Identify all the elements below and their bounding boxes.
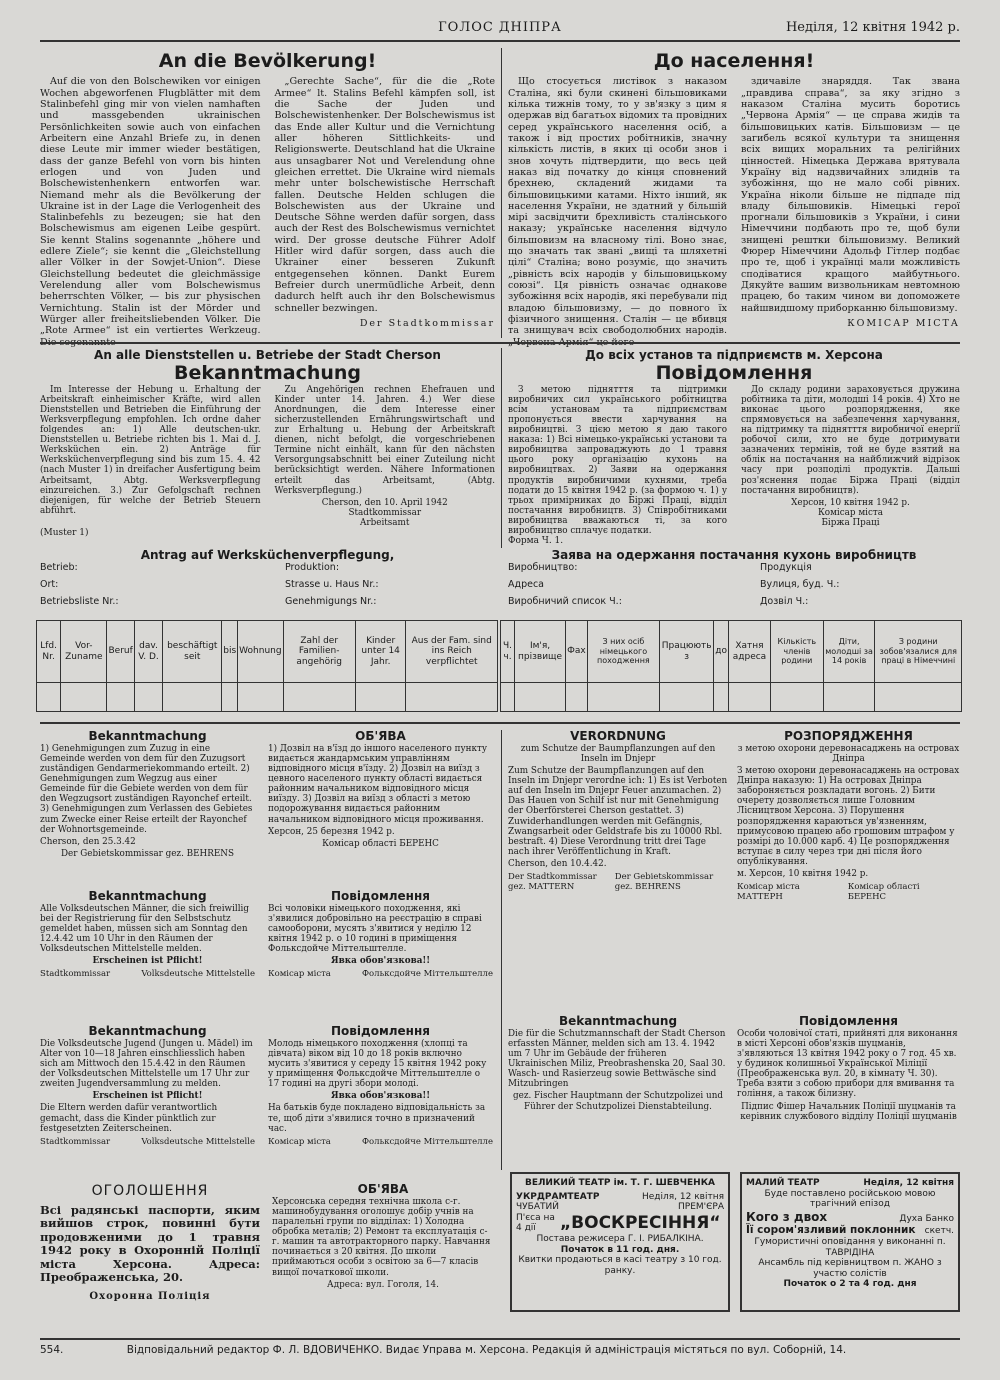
appeal-ua-signature: КОМІСАР МІСТА (847, 317, 960, 329)
ad-great-theatre: ВЕЛИКИЙ ТЕАТР ім. Т. Г. ШЕВЧЕНКА УКРДРАМТЕАТР Неділя, 12 квітня ЧУБАТИЙ ПРЕМ'ЄРА П'єса на 4 дії „ВОСКРЕСІННЯ“ Постава режисера Г. І. РИБАЛКІНА. Початок в 11 год. дня. Квитки продаються в касі театру з 10 год. ранку. (510, 1172, 730, 1312)
notice-youth-ua: Повідомлення Молодь німецького походження (хлопці та дівчата) віком від 10 до 18 років включно мусить з'явитися у середу 15 квітня 1942 року у приміщення Фольксдойче Міттельштелле о 17 годині на другі збори молоді. Явка обов'язкова!! На батьків буде покладено відповідальність за те, щоб діти з'явилися точно в призначений час. Комісар міста Фольксдойче Міттельштелле (268, 1024, 493, 1147)
imprint: Відповідальний редактор Ф. Л. ВДОВИЧЕНКО. Видає Управа м. Херсона. Редакція й адміністрація містяться по вул. Соборній, 14. (126, 1344, 847, 1356)
form-ua-title: Заява на одержання постачання кухонь виробництв (551, 548, 917, 562)
form-ua-table: Ч. ч. Ім'я, прізвище Фах З них осіб німецького походження Працюють з до Хатня адреса Кількість членів родини Діти, молодші за 14 років З родини зобов'язалися для праці в Німеччині (500, 620, 962, 712)
notice-police-de: Bekanntmachung Die für die Schutzmannschaft der Stadt Cherson erfassten Männer, melden sich am 13. 4. 1942 um 7 Uhr im Gebäude der früheren Ukrainischen Miliz, Preobrashenska 20, Saal 30. Wasch- und Rasierzeug sowie Bettwäsche sind Mitzubringen gez. Fischer Hauptmann der Schutzpolizei und Führer der Schutzpolizei Dienstabteilung. (508, 1014, 726, 1112)
notice-selfdefense-de: Bekanntmachung Alle Volksdeutschen Männer, die sich freiwillig bei der Registrierung für den Selbstschutz gemeldet haben, müssen sich am Sonntag den 12.4.42 um 10 Uhr in den Räumen der Volksdeutschen Mittelstelle melden. Erscheinen ist Pflicht! Stadtkommissar Volksdeutsche Mittelstelle (40, 889, 255, 980)
decree-islands-de: VERORDNUNG zum Schutze der Baumpflanzungen auf den Inseln im Dnjepr Zum Schutze der Baumpflanzungen auf den Inseln im Dnjepr verordne ich: 1) Es ist Verboten auf den Inseln im Dnjepr Feuer anzumachen. 2) Das Hauen von Schilf ist nur mit Genehmigung der Oberförsterei Cherson gestattet. 3) Zuwiderhandlungen werden mit Gefängnis, Zwangsarbeit oder Geldstrafe bis zu 10000 Rbl. bestraft. 4) Diese Verordnung tritt drei Tage nach ihrer Veröffentlichung in Kraft. Cherson, den 10.4.42. Der Stadtkommissar gez. MATTERN Der Gebietskommissar gez. BEHRENS (508, 729, 728, 892)
notice-selfdefense-ua: Повідомлення Всі чоловіки німецького походження, які з'явилися добровільно на реєстрацію в справі самооборони, мусять з'явитися у неділю 12 квітня 1942 р. о 10 годині в приміщення Фольксдойче Міттельштелле. Явка обов'язкова!! Комісар міста Фольксдойче Міттельштелле (268, 889, 493, 980)
ad-small-theatre: МАЛИЙ ТЕАТР Неділя, 12 квітня Буде поставлено російською мовою трагічний епізод Кого з двох Духа Банко Її сором'язливий поклонник скетч. Гумористичні оповідання у виконанні п. ТАВРІДІНА Ансамбль під керівництвом п. ЖАНО з участю солістів Початок о 2 та 4 год. дня (740, 1172, 960, 1312)
imprint-footer (40, 1338, 960, 1356)
notice-school: ОБ'ЯВА Херсонська середня технічна школа с-г. машинобудування оголошує добір учнів на паралельні групи по відділах: 1) Холодна обробка металів; 2) Ремонт та експлуатація с-г. машин та автотракторного парку. Навчання починається з 20 квітня. До школи приймаються особи з освітою за 6—7 класів вищої початкової школи. Адреса: вул. Гоголя, 14. (272, 1182, 491, 1290)
masthead (40, 20, 960, 42)
notice-passports: ОГОЛОШЕННЯ Всі радянські паспорти, яким вийшов строк, повинні бути продовженими до 1 травня 1942 року в Охоронній Поліції міста Херсона. Адреса: Преображенська, 20. Охоронна Поліція (40, 1183, 260, 1302)
divider (501, 730, 502, 1170)
divider (501, 48, 502, 338)
divider (40, 342, 960, 344)
notice-canteen-de: An alle Dienststellen u. Betriebe der Stadt Cherson Bekanntmachung Im Interesse der Hebung u. Erhaltung der Arbeitskraft einheimischer Kräfte, wird allen Dienststellen und Betrieben die Einführung der Werksverpflegung empfohlen. Ich ordne daher folgendes an: 1) Alle deutschen-ukr. Dienststellen u. Betriebe richten bis 1. Mai d. J. Werksküchen ein. 2) Anträge für Werksküchenverpflegung sind bis zum 15. 4. 42 (nach Muster 1) in dreifacher Ausfertigung beim Arbeitsamt, Abtg. Werksverpflegung einzureichen. 3.) Zur Gefolgschaft rechnen diejenigen, für welche der Betrieb Steuern abführt. Zu Angehörigen rechnen Ehefrauen und Kinder unter 14. Jahren. 4.) Wer diese Anordnungen, die dem Interesse einer sicherzustellenden Ernährungswirtschaft und zur Erhaltung u. Hebung der Arbeitskraft dienen, nicht befolgt, die vorgeschriebenen Termine nicht einhält, kann für den nächsten Versorgungsabschnitt bei einer Zuteilung nicht berücksichtigt werden. Nähere Informationen erteilt das Arbeitsamt, (Abtg. Werksverpflegung.) Cherson, den 10. April 1942 Stadtkommissar Arbeitsamt (Muster 1) (40, 348, 495, 539)
form-de-title: Antrag auf Werksküchenverpflegung, (140, 548, 395, 562)
appeal-de (40, 48, 495, 348)
newspaper-title: ГОЛОС ДНІПРА (438, 20, 562, 35)
notice-police-ua: Повідомлення Особи чоловічої статі, прийняті для виконання в місті Херсоні обов'язків шуцманів, з'являються 13 квітня 1942 року о 7 год. 45 хв. у будинок колишньої Української Міліції (Преображенська вул. 20, в кімнату Ч. 30). Треба взяти з собою прибори для вмивання та гоління, а також білизну. Підпис Фішер Начальник Поліції шуцманів та керівник службового відділу Поліції шуцманів (737, 1014, 958, 1122)
form-de: Antrag auf Werksküchenverpflegung, Betrieb: Produktion: Ort: Strasse u. Haus Nr.: Betriebsliste Nr.: Genehmigungs Nr.: (40, 548, 495, 613)
form-ua: Заява на одержання постачання кухонь виробництв Виробництво: Продукція Адреса Вулиця, буд. Ч.: Виробничий список Ч.: Дозвіл Ч.: (508, 548, 960, 613)
decree-islands-ua: РОЗПОРЯДЖЕННЯ з метою охорони деревонасаджень на островах Дніпра З метою охорони деревонасаджень на островах Дніпра наказую: 1) На островах Дніпра забороняється розкладати вогонь. 2) Бити очерету дозволяється лише Головним Лісництвом Херсона. 3) Порушення розпорядження караються ув'язненням, примусовою працею або грошовим штрафом у розмірі до 10.000 карб. 4) Це розпорядження вступає в силу через три дні після його опублікування. м. Херсон, 10 квітня 1942 р. Комісар міста МАТТЕРН Комісар області БЕРЕНС (737, 729, 960, 902)
notice-travel-ua: ОБ'ЯВА 1) Дозвіл на в'їзд до іншого населеного пункту видається жандармським управлінням відповідного місця в'їзду. 2) Дозвіл на виїзд з цевного населеного пункту області видається районним начальником відповідного місця виїзду. 3) Дозвіл на виїзд з області з метою подорожування видається районним начальником відповідного місця проживання. Херсон, 25 березня 1942 р. Комісар області БЕРЕНС (268, 729, 488, 849)
page-number: 554. (40, 1344, 64, 1356)
form-de-table: Lfd. Nr. Vor- Zuname Beruf dav. V. D. beschäftigt seit bis Wohnung Zahl der Familien-angehörig Kinder unter 14 Jahr. Aus der Fam. sind ins Reich verpflichtet (36, 620, 498, 712)
issue-date: Неділя, 12 квітня 1942 р. (785, 20, 960, 35)
appeal-ua-title: До населення! (653, 50, 815, 72)
appeal-ua (508, 48, 960, 348)
divider (501, 348, 502, 548)
notice-travel-de: Bekanntmachung 1) Genehmigungen zum Zuzug in eine Gemeinde werden von dem für den Zuzugsort zuständigen Gendarmeriekommando erteilt. 2) Genehmigungen zum Wegzug aus einer Gemeinde für die Gebiete werden von dem für den Wegzugsort zuständigen Rayonchef erteilt. 3) Genehmigungen zum Verlassen des Gebietes zum Zwecke einer Reise erteilt der Rayonchef der Wohnortsgemeinde. Cherson, den 25.3.42 Der Gebietskommissar gez. BEHRENS (40, 729, 253, 859)
appeal-de-signature: Der Stadtkommissar (359, 317, 495, 329)
notice-youth-de: Bekanntmachung Die Volksdeutsche Jugend (Jungen u. Mädel) im Alter von 10—18 Jahren einschliesslich haben sich am Mittwoch den 15.4.42 in den Räumen der Volksdeutschen Mittelstelle um 17 Uhr zur zweiten Jugendversammlung zu melden. Erscheinen ist Pflicht! Die Eltern werden dafür verantwortlich gemacht, dass die Kinder pünktlich zur festgesetzten Zeiterscheinen. Stadtkommissar Volksdeutsche Mittelstelle (40, 1024, 255, 1147)
appeal-ua-body: Що стосується листівок з наказом Сталіна, які були скинені більшовиками кілька тижнів тому, то у зв'язку з цим я одержав від багатьох відомих та провідних серед українського населення осіб, а також і від простих робітників, значну кількість листів, в яких ці особи знов і знов хочуть підтвердити, що весь цей наказ від початку до кінця сповнений брехнею, складений жидами та більшовицькими катами. Ніхто інший, як населення України, не здатний у більшій мірі засвідчити брехливість сталінського наказу; українське населення відчуло більшовизм на власному тілі. Воно знає, що значать так звані „вищі та шляхетні цілі“ Сталіна; воно розуміє, що значить „рівність всіх народів у більшовицькому союзі“. Ця рівність означає однакове зубожіння всіх народів, які перебували під владою більшовизму, — до повного їх фізичного знищення. Сталін — це вбивця та знищувач всіх свободолюбних народів. здичавіле знаряддя. Так звана „правдива справа“, за яку згідно з наказом Сталіна мусить боротись „Червона Армія“ — це справа жидів та більшовицьких катів. Більшовизм — це загибель всякої культури та знищення всіх вищих моральних та релігійних цінностей. Німецька Держава врятувала Україну від надзвичайних злиднів та зубожіння, що не мало собі рівних. Україна ніколи більше не підпаде під владу більшовиків. Німецькі герої прогнали більшовиків з України, і сини Німеччини подбають про те, щоб були знищені рештки більшовизму. Великий Фюрер Німеччини Адольф Гітлер подбає про те, щоб і українці мали можливість сподіватися кращого майбутнього. Дякуйте вашим визвольникам невтомною працею, бо таким чином ви допоможете найшвидшому приборканню більшовизму. КОМІСАР МІСТА (508, 76, 960, 337)
appeal-de-title: An die Bevölkerung! (158, 50, 377, 72)
divider (40, 722, 960, 724)
appeal-de-body: Auf die von den Bolschewiken vor einigen Wochen abgeworfenen Flugblätter mit dem Stalinbefehl ging mir von vielen namhaften und massgebenden ukrainischen Persönlichkeiten sowie auch von einfachen Arbeitern eine Anzahl Briefe zu, in denen diese Leute mir immer wieder bestätigen, dass der ganze Befehl von vorn bis hinten erlogen und von Juden und Bolschewistenhenkern entworfen war. Niemand mehr als die Bevölkerung der Ukraine ist in der Lage die Verlogenheit des Stalinbefehls zu bezeugen; sie hat den Bolschewismus am eigenen Leibe gespürt. Sie kennt Stalins sogenannte „höhere und edlere Ziele“; sie kennt die „Gleichstellung aller Völker in der Sowjet-Union“. Diese Gleichstellung bedeutet die gleichmässige Verelendung aller vom Bolschewismus beherrschten Völker, — bis zur physischen Vernichtung. Stalin ist der Mörder und Würger aller freiheitsliebenden Völker. Die „Rote Armee“ ist ein vertiertes Werkzeug. „Gerechte Sache“, für die die „Rote Armee“ lt. Stalins Befehl kämpfen soll, ist die Sache der Juden und Bolschewistenhenker. Der Bolschewismus ist das Ende aller Kultur und die Vernichtung aller höheren Sittlichkeits- und Religionswerte. Deutschland hat die Ukraine aus unsagbarer Not und Verelendung ohne gleichen errettet. Die Ukraine wird niemals mehr unter bolschewistische Herrschaft fallen. Deutsche Helden schlugen die Bolschewisten aus der Ukraine und Deutsche Söhne werden dafür sorgen, dass auch der Rest des Bolschewismus vernichtet wird. Der grosse deutsche Führer Adolf Hitler wird dafür sorgen, dass auch die Ukrainer einer besseren Zukunft entgegensehen können. Dankt Eurem Befreier durch unermüdliche Arbeit, denn dadurch helft auch ihr den Bolschewismus schneller bezwingen. Der Stadtkommissar (40, 76, 495, 337)
notice-canteen-ua: До всіх установ та підприємств м. Херсона Повідомлення З метою піднятття та підтримки виробничих сил українського робітництва всім установам та підприємствам пропонується ввести харчування на виробництві. З цією метою я даю такого наказа: 1) Всі німецько-українські установи та виробництва запроваджують до 1 травня цього року організацію кухонь на виробництвах. 2) Заяви на одержання продуктів виробничими кухнями, треба подати до 15 квітня 1942 р. (за формою ч. 1) у трьох примірниках до Біржі Праці, відділ постачання виробництв. 3) Співробітниками виробництва вважаються ті, за кого виробництво сплачує податки. До складу родини зараховується дружина робітника та діти, молодші 14 років. 4) Хто не виконає цього розпорядження, яке спрямовується на забезпечення харчування, на підтримку та піднятття виробничої енергії робочої сили, хто не буде дотримувати зазначених термінів, той не буде взятий на облік на постачання на найближчий відрізок часу при розподілі продуктів. Дальші роз'яснення подає Біржа Праці (відділ постачання виробництв). Херсон, 10 квітня 1942 р. Комісар міста Біржа Праці Форма Ч. 1. (508, 348, 960, 547)
